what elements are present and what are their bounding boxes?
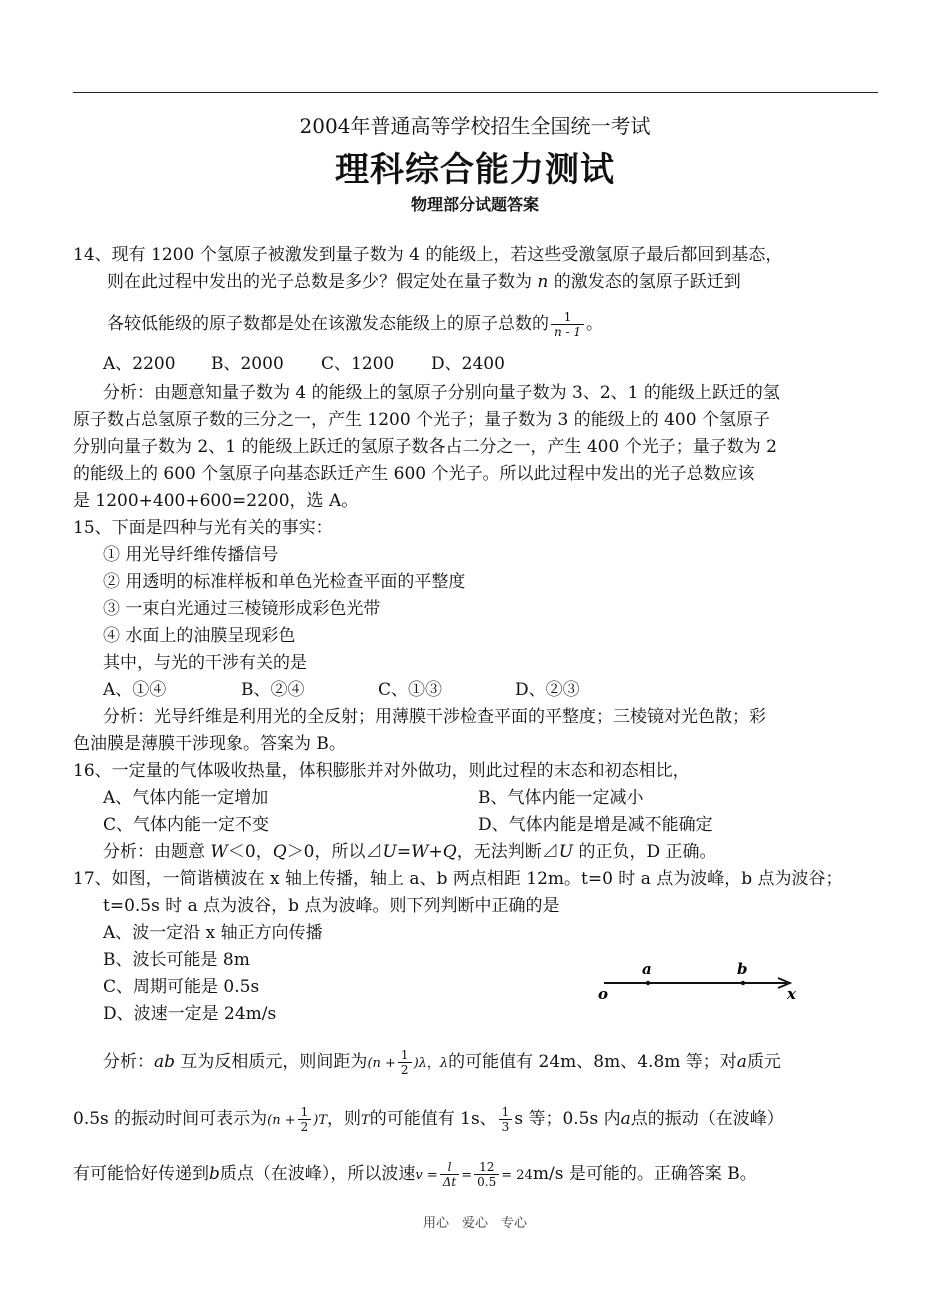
q15-option-c: C、①③ [378, 680, 443, 700]
fraction-one-third: $\frac{1}{3}$ [499, 1105, 513, 1134]
q15-option-b: B、②④ [241, 680, 305, 700]
q17-analysis-2: 0.5s 的振动时间可表示为(n + $\frac{1}{2}$ )T，则T的可能值有 1s、 $\frac{1}{3}$ s 等；0.5s 内a点的振动（在波峰） [73, 1105, 784, 1134]
page-footer: 用心 爱心 专心 [422, 1216, 527, 1231]
q14-option-a: A、2200 [103, 354, 176, 374]
q14-analysis-1: 分析：由题意知量子数为 4 的能级上的氢原子分别向量子数为 3、2、1 的能级上跃迁的氢 [103, 383, 780, 403]
q14-analysis-2: 原子数占总氢原子数的三分之一，产生 1200 个光子；量子数为 3 的能级上的 400 个氢原子 [73, 410, 770, 430]
q15-option-a: A、①④ [103, 680, 167, 700]
q14-analysis-3: 分别向量子数为 2、1 的能级上跃迁的氢原子数各占二分之一，产生 400 个光子；量子数为 2 [73, 437, 777, 457]
wave-axis-figure [592, 955, 812, 1005]
q15-item-3: ③ 一束白光通过三棱镜形成彩色光带 [103, 599, 381, 619]
label-b: b [737, 960, 748, 978]
q15-ask: 其中，与光的干涉有关的是 [103, 653, 307, 673]
fraction-12-over-0.5: $\frac{12}{0.5}$ [474, 1160, 499, 1189]
label-a: a [642, 960, 652, 978]
q15-line1: 15、下面是四种与光有关的事实： [73, 518, 333, 538]
fraction-l-over-dt: $\frac{l}{\Delta t}$ [440, 1160, 460, 1189]
q17-option-b: B、波长可能是 8m [103, 950, 250, 970]
label-origin: o [598, 985, 609, 1003]
q14-options [103, 353, 505, 375]
exam-title: 2004年普通高等学校招生全国统一考试 [299, 114, 651, 138]
page-title: 理科综合能力测试 [335, 150, 615, 190]
q14-option-b: B、2000 [211, 354, 284, 374]
q14-line1: 14、现有 1200 个氢原子被激发到量子数为 4 的能级上，若这些受激氢原子最后都回到基态， [73, 245, 783, 265]
q15-item-4: ④ 水面上的油膜呈现彩色 [103, 626, 296, 646]
q15-analysis-2: 色油膜是薄膜干涉现象。答案为 B。 [73, 734, 346, 754]
q16-option-a: A、气体内能一定增加 [103, 788, 269, 808]
q14-option-d: D、2400 [431, 354, 505, 374]
q17-option-c: C、周期可能是 0.5s [103, 977, 260, 997]
fraction-one-half-2: $\frac{1}{2}$ [298, 1105, 312, 1134]
q14-line2: 则在此过程中发出的光子总数是多少？假定处在量子数为 n 的激发态的氢原子跃迁到 [107, 272, 741, 292]
q16-option-d: D、气体内能是增是减不能确定 [478, 815, 713, 835]
page-subtitle: 物理部分试题答案 [410, 195, 539, 214]
q14-analysis-5: 是 1200+400+600=2200，选 A。 [73, 491, 359, 511]
q15-option-d: D、②③ [515, 680, 580, 700]
q15-options [103, 679, 580, 701]
point-a-marker [646, 981, 650, 985]
q14-line3: 各较低能级的原子数都是处在该激发态能级上的原子总数的 $\frac{1}{n - 1}$ 。 [107, 310, 604, 339]
q17-line1: 17、如图，一简谐横波在 x 轴上传播，轴上 a、b 两点相距 12m。t=0 时 a 点为波峰，b 点为波谷； [73, 869, 843, 889]
q14-analysis-4: 的能级上的 600 个氢原子向基态跃迁产生 600 个光子。所以此过程中发出的光子总数应该 [73, 464, 755, 484]
q15-analysis-1: 分析：光导纤维是利用光的全反射；用薄膜干涉检查平面的平整度；三棱镜对光色散；彩 [103, 707, 766, 727]
q17-analysis-1: 分析：ab 互为反相质元，则间距为(n + $\frac{1}{2}$ )λ，λ的可能值有 24m、8m、4.8m 等；对a质元 [103, 1048, 781, 1077]
q15-item-1: ① 用光导纤维传播信号 [103, 545, 279, 565]
q17-analysis-3: 有可能恰好传递到b质点（在波峰），所以波速v = $\frac{l}{\Delta t}$ = $\frac{12}{0.5}$ = 24m/s 是可能的。正确答案 B。 [73, 1160, 757, 1189]
q16-option-b: B、气体内能一定减小 [478, 788, 644, 808]
point-b-marker [741, 981, 745, 985]
q16-analysis: 分析：由题意 W＜0，Q＞0，所以⊿U=W+Q，无法判断⊿U 的正负，D 正确。 [103, 842, 717, 862]
top-rule [73, 92, 878, 93]
q15-item-2: ② 用透明的标准样板和单色光检查平面的平整度 [103, 572, 466, 592]
fraction-1-over-n-minus-1: $\frac{1}{n - 1}$ [551, 310, 584, 339]
q17-line2: t=0.5s 时 a 点为波谷，b 点为波峰。则下列判断中正确的是 [103, 896, 560, 916]
q14-option-c: C、1200 [321, 354, 395, 374]
q17-option-d: D、波速一定是 24m/s [103, 1004, 277, 1024]
fraction-one-half: $\frac{1}{2}$ [398, 1048, 412, 1077]
q16-line1: 16、一定量的气体吸收热量，体积膨胀并对外做功，则此过程的末态和初态相比， [73, 761, 690, 781]
label-x: x [787, 985, 796, 1003]
q16-option-c: C、气体内能一定不变 [103, 815, 270, 835]
q17-option-a: A、波一定沿 x 轴正方向传播 [103, 923, 323, 943]
